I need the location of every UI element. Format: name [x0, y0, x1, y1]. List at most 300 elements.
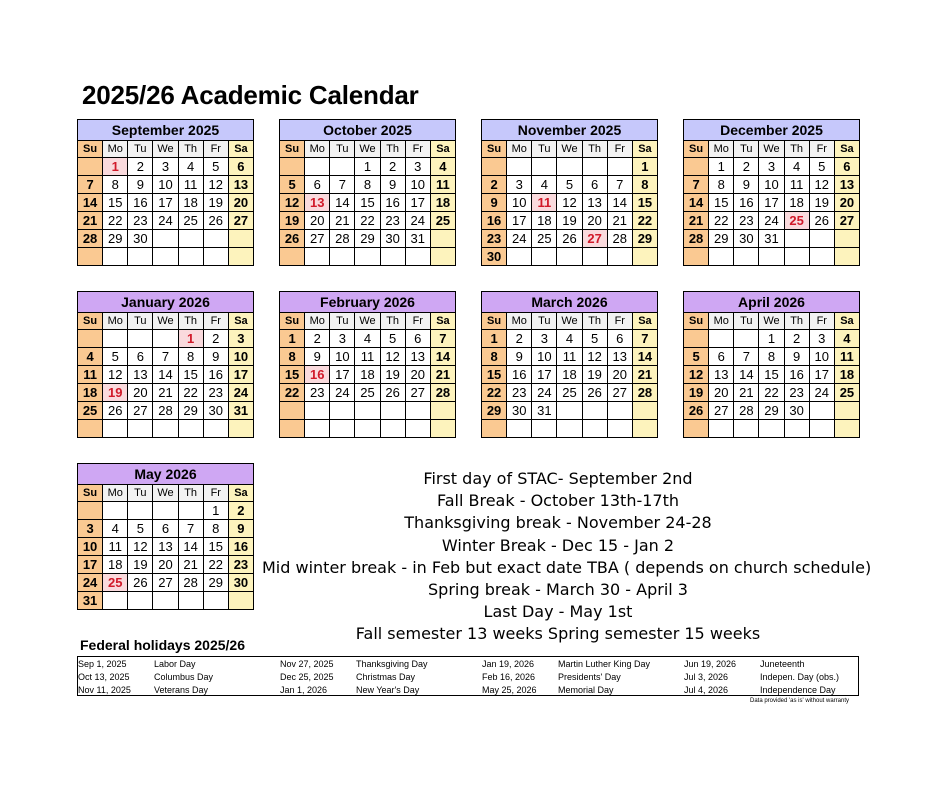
day-cell: 5 — [380, 330, 405, 348]
day-cell: 17 — [809, 366, 834, 384]
day-cell: 22 — [632, 212, 657, 230]
holiday-day-cell: 13 — [305, 194, 330, 212]
month-calendar — [683, 119, 860, 266]
federal-holiday-date: Nov 11, 2025 — [78, 685, 131, 695]
federal-holiday-name: Memorial Day — [558, 685, 614, 695]
day-cell: 15 — [178, 366, 203, 384]
day-cell — [78, 248, 103, 266]
day-header: We — [153, 141, 178, 158]
day-cell: 23 — [305, 384, 330, 402]
day-cell — [355, 402, 380, 420]
day-cell: 10 — [78, 538, 103, 556]
month-title: April 2026 — [684, 292, 860, 313]
month-title: March 2026 — [482, 292, 658, 313]
day-cell — [78, 420, 103, 438]
federal-holiday-date: Dec 25, 2025 — [280, 672, 334, 682]
day-cell: 30 — [734, 230, 759, 248]
day-header: Sa — [834, 141, 859, 158]
day-cell: 11 — [784, 176, 809, 194]
day-header: Th — [582, 141, 607, 158]
day-cell: 6 — [305, 176, 330, 194]
day-cell: 28 — [178, 574, 203, 592]
day-cell: 31 — [532, 402, 557, 420]
day-cell: 14 — [684, 194, 709, 212]
day-header: Mo — [507, 313, 532, 330]
day-cell: 2 — [203, 330, 228, 348]
federal-holiday-name: Thanksgiving Day — [356, 659, 428, 669]
day-cell: 2 — [482, 176, 507, 194]
day-cell: 22 — [178, 384, 203, 402]
day-cell: 18 — [430, 194, 455, 212]
day-cell — [507, 158, 532, 176]
day-cell — [482, 420, 507, 438]
day-cell: 7 — [78, 176, 103, 194]
day-cell: 20 — [128, 384, 153, 402]
day-cell: 27 — [153, 574, 178, 592]
day-header: Su — [280, 313, 305, 330]
day-cell: 28 — [330, 230, 355, 248]
day-cell: 29 — [632, 230, 657, 248]
federal-holiday-name: Independence Day — [760, 685, 836, 695]
day-cell — [809, 248, 834, 266]
day-cell: 6 — [228, 158, 253, 176]
holiday-day-cell: 11 — [532, 194, 557, 212]
day-cell: 24 — [153, 212, 178, 230]
day-header: Tu — [532, 141, 557, 158]
day-cell: 29 — [203, 574, 228, 592]
day-header: Sa — [228, 313, 253, 330]
federal-holiday-date: Jan 1, 2026 — [280, 685, 328, 695]
day-cell: 27 — [305, 230, 330, 248]
day-cell: 4 — [103, 520, 128, 538]
day-cell: 12 — [684, 366, 709, 384]
day-cell — [203, 230, 228, 248]
day-cell: 24 — [507, 230, 532, 248]
month-calendar — [77, 119, 254, 266]
day-cell: 28 — [607, 230, 632, 248]
month-title: October 2025 — [280, 120, 456, 141]
day-cell — [607, 402, 632, 420]
holiday-day-cell: 27 — [582, 230, 607, 248]
day-cell: 29 — [355, 230, 380, 248]
day-cell — [709, 420, 734, 438]
day-cell: 2 — [784, 330, 809, 348]
day-cell — [103, 502, 128, 520]
day-header: Tu — [330, 141, 355, 158]
day-cell — [330, 402, 355, 420]
federal-holiday-name: Indepen. Day (obs.) — [760, 672, 840, 682]
day-cell: 3 — [809, 330, 834, 348]
day-cell: 19 — [280, 212, 305, 230]
day-cell: 17 — [78, 556, 103, 574]
day-cell: 23 — [228, 556, 253, 574]
federal-holiday-date: Sep 1, 2025 — [78, 659, 127, 669]
day-cell: 23 — [203, 384, 228, 402]
day-cell — [128, 420, 153, 438]
day-cell: 23 — [784, 384, 809, 402]
day-header: Sa — [228, 141, 253, 158]
day-cell — [153, 230, 178, 248]
holiday-day-cell: 1 — [178, 330, 203, 348]
day-cell: 20 — [607, 366, 632, 384]
day-cell: 5 — [280, 176, 305, 194]
day-cell: 12 — [557, 194, 582, 212]
day-cell: 27 — [128, 402, 153, 420]
day-cell: 2 — [380, 158, 405, 176]
day-cell: 4 — [557, 330, 582, 348]
day-cell: 24 — [759, 212, 784, 230]
day-cell — [430, 420, 455, 438]
day-header: Su — [482, 141, 507, 158]
day-cell: 17 — [759, 194, 784, 212]
day-cell: 5 — [809, 158, 834, 176]
day-header: Mo — [305, 313, 330, 330]
day-cell: 26 — [582, 384, 607, 402]
day-cell: 14 — [178, 538, 203, 556]
day-cell — [178, 502, 203, 520]
day-cell: 19 — [203, 194, 228, 212]
day-cell: 23 — [734, 212, 759, 230]
day-cell: 20 — [228, 194, 253, 212]
day-cell: 3 — [759, 158, 784, 176]
day-cell: 1 — [632, 158, 657, 176]
day-cell: 5 — [684, 348, 709, 366]
day-cell — [103, 592, 128, 610]
day-cell: 20 — [709, 384, 734, 402]
day-cell — [582, 420, 607, 438]
federal-holiday-name: Christmas Day — [356, 672, 416, 682]
day-cell — [330, 420, 355, 438]
day-cell: 19 — [582, 366, 607, 384]
month-calendar — [77, 291, 254, 438]
day-header: We — [759, 141, 784, 158]
day-cell — [784, 420, 809, 438]
day-cell: 11 — [834, 348, 859, 366]
day-cell: 25 — [834, 384, 859, 402]
day-cell — [734, 248, 759, 266]
day-cell: 21 — [684, 212, 709, 230]
holiday-day-cell: 1 — [103, 158, 128, 176]
day-cell: 19 — [809, 194, 834, 212]
day-cell: 28 — [430, 384, 455, 402]
day-header: Fr — [203, 485, 228, 502]
day-cell: 22 — [482, 384, 507, 402]
federal-holiday-name: Veterans Day — [154, 685, 209, 695]
day-header: Th — [178, 485, 203, 502]
day-cell: 26 — [557, 230, 582, 248]
federal-holiday-name: Presidents' Day — [558, 672, 621, 682]
day-cell — [834, 420, 859, 438]
day-cell: 13 — [405, 348, 430, 366]
day-cell — [178, 248, 203, 266]
day-cell: 19 — [684, 384, 709, 402]
day-cell: 6 — [709, 348, 734, 366]
day-cell: 29 — [759, 402, 784, 420]
day-cell: 4 — [784, 158, 809, 176]
day-cell: 14 — [607, 194, 632, 212]
day-cell: 21 — [632, 366, 657, 384]
day-header: Su — [78, 485, 103, 502]
day-cell: 9 — [784, 348, 809, 366]
day-cell — [203, 248, 228, 266]
day-cell: 18 — [532, 212, 557, 230]
day-cell: 17 — [330, 366, 355, 384]
notes-block — [262, 468, 872, 646]
day-cell: 9 — [203, 348, 228, 366]
day-header: Fr — [405, 313, 430, 330]
day-header: Sa — [632, 141, 657, 158]
day-header: Tu — [330, 313, 355, 330]
day-cell — [405, 402, 430, 420]
day-cell — [582, 402, 607, 420]
day-cell: 9 — [380, 176, 405, 194]
federal-holiday-name: Martin Luther King Day — [558, 659, 651, 669]
day-cell: 18 — [103, 556, 128, 574]
day-cell: 23 — [380, 212, 405, 230]
day-cell — [228, 248, 253, 266]
day-cell — [203, 592, 228, 610]
day-cell: 12 — [380, 348, 405, 366]
day-header: Fr — [203, 141, 228, 158]
day-cell — [557, 158, 582, 176]
day-cell: 4 — [178, 158, 203, 176]
day-header: Tu — [128, 313, 153, 330]
federal-holiday-name: Columbus Day — [154, 672, 214, 682]
day-header: Tu — [532, 313, 557, 330]
day-cell: 7 — [632, 330, 657, 348]
day-cell: 29 — [482, 402, 507, 420]
holiday-day-cell: 25 — [784, 212, 809, 230]
day-cell: 15 — [203, 538, 228, 556]
day-header: Th — [784, 141, 809, 158]
day-cell: 21 — [330, 212, 355, 230]
month-title: November 2025 — [482, 120, 658, 141]
day-cell — [784, 230, 809, 248]
day-cell — [834, 248, 859, 266]
day-cell: 19 — [380, 366, 405, 384]
day-cell: 15 — [103, 194, 128, 212]
day-cell: 10 — [153, 176, 178, 194]
day-cell: 27 — [834, 212, 859, 230]
day-cell: 18 — [355, 366, 380, 384]
day-cell: 12 — [203, 176, 228, 194]
day-cell: 17 — [153, 194, 178, 212]
day-cell — [507, 420, 532, 438]
day-cell — [128, 248, 153, 266]
day-cell: 17 — [228, 366, 253, 384]
day-header: Fr — [607, 141, 632, 158]
day-cell — [759, 248, 784, 266]
day-cell: 8 — [103, 176, 128, 194]
day-cell — [405, 248, 430, 266]
day-cell: 20 — [582, 212, 607, 230]
day-cell: 23 — [507, 384, 532, 402]
day-cell: 20 — [405, 366, 430, 384]
federal-holiday-name: Labor Day — [154, 659, 196, 669]
day-cell: 8 — [709, 176, 734, 194]
federal-holiday-date: Jul 3, 2026 — [684, 672, 729, 682]
day-cell: 1 — [482, 330, 507, 348]
day-cell: 8 — [355, 176, 380, 194]
day-cell: 29 — [178, 402, 203, 420]
day-cell: 21 — [78, 212, 103, 230]
day-cell: 24 — [809, 384, 834, 402]
day-cell: 20 — [153, 556, 178, 574]
day-cell: 31 — [228, 402, 253, 420]
day-cell: 21 — [178, 556, 203, 574]
day-cell — [582, 158, 607, 176]
day-cell: 5 — [557, 176, 582, 194]
day-cell: 12 — [280, 194, 305, 212]
day-cell: 25 — [78, 402, 103, 420]
day-cell — [834, 230, 859, 248]
day-cell: 10 — [532, 348, 557, 366]
day-cell: 21 — [734, 384, 759, 402]
note-line: Thanksgiving break - November 24-28 — [404, 513, 712, 533]
day-cell: 10 — [405, 176, 430, 194]
day-cell: 23 — [128, 212, 153, 230]
day-cell: 29 — [709, 230, 734, 248]
federal-holidays-box — [77, 656, 859, 696]
day-cell: 27 — [607, 384, 632, 402]
day-header: Mo — [507, 141, 532, 158]
day-cell: 13 — [128, 366, 153, 384]
day-cell: 27 — [405, 384, 430, 402]
day-cell: 23 — [482, 230, 507, 248]
day-cell: 2 — [228, 502, 253, 520]
day-cell: 26 — [684, 402, 709, 420]
day-cell: 7 — [178, 520, 203, 538]
day-cell: 8 — [203, 520, 228, 538]
day-cell — [430, 248, 455, 266]
day-cell: 6 — [582, 176, 607, 194]
day-cell: 3 — [330, 330, 355, 348]
day-cell — [482, 158, 507, 176]
day-cell: 4 — [834, 330, 859, 348]
federal-holiday-name: Juneteenth — [760, 659, 805, 669]
day-cell: 28 — [153, 402, 178, 420]
day-cell: 7 — [330, 176, 355, 194]
day-cell: 18 — [557, 366, 582, 384]
federal-holiday-date: Feb 16, 2026 — [482, 672, 536, 682]
day-cell: 8 — [632, 176, 657, 194]
day-cell: 3 — [153, 158, 178, 176]
federal-holiday-date: Jun 19, 2026 — [684, 659, 737, 669]
day-cell: 13 — [153, 538, 178, 556]
day-cell: 16 — [482, 212, 507, 230]
day-cell: 2 — [128, 158, 153, 176]
day-cell — [280, 158, 305, 176]
day-cell: 20 — [305, 212, 330, 230]
day-cell: 3 — [228, 330, 253, 348]
day-cell — [178, 592, 203, 610]
day-cell: 5 — [128, 520, 153, 538]
day-cell: 11 — [78, 366, 103, 384]
day-cell: 7 — [153, 348, 178, 366]
day-cell: 25 — [557, 384, 582, 402]
day-cell: 7 — [684, 176, 709, 194]
day-cell: 5 — [203, 158, 228, 176]
day-cell — [684, 330, 709, 348]
day-cell: 25 — [430, 212, 455, 230]
day-header: Su — [482, 313, 507, 330]
day-cell: 17 — [507, 212, 532, 230]
day-cell: 24 — [228, 384, 253, 402]
day-cell: 26 — [809, 212, 834, 230]
day-cell: 12 — [809, 176, 834, 194]
day-header: Su — [684, 141, 709, 158]
day-cell: 18 — [78, 384, 103, 402]
day-cell: 22 — [203, 556, 228, 574]
day-cell: 12 — [582, 348, 607, 366]
day-cell — [203, 420, 228, 438]
day-cell — [330, 248, 355, 266]
note-line: Fall semester 13 weeks Spring semester 15 weeks — [355, 624, 761, 644]
month-calendar — [77, 463, 254, 610]
day-cell: 16 — [203, 366, 228, 384]
month-calendar — [481, 291, 658, 438]
day-header: Fr — [607, 313, 632, 330]
day-header: Tu — [734, 313, 759, 330]
day-header: Th — [178, 141, 203, 158]
day-cell: 28 — [734, 402, 759, 420]
day-cell: 22 — [709, 212, 734, 230]
day-cell: 9 — [507, 348, 532, 366]
day-cell: 19 — [557, 212, 582, 230]
day-cell: 13 — [834, 176, 859, 194]
day-cell: 25 — [355, 384, 380, 402]
day-cell — [632, 402, 657, 420]
day-cell: 6 — [405, 330, 430, 348]
day-header: Th — [380, 313, 405, 330]
day-cell: 7 — [430, 330, 455, 348]
day-cell — [153, 330, 178, 348]
day-cell: 30 — [784, 402, 809, 420]
day-cell: 25 — [178, 212, 203, 230]
day-cell: 10 — [228, 348, 253, 366]
day-header: We — [153, 485, 178, 502]
day-cell: 14 — [430, 348, 455, 366]
day-cell — [532, 420, 557, 438]
day-cell — [709, 248, 734, 266]
day-cell: 9 — [305, 348, 330, 366]
day-cell — [734, 420, 759, 438]
day-cell: 11 — [355, 348, 380, 366]
day-cell — [153, 592, 178, 610]
day-cell: 26 — [380, 384, 405, 402]
month-calendar — [279, 291, 456, 438]
day-cell: 4 — [78, 348, 103, 366]
day-cell — [305, 248, 330, 266]
day-cell — [153, 420, 178, 438]
day-cell — [507, 248, 532, 266]
day-cell — [280, 402, 305, 420]
note-line: Last Day - May 1st — [483, 602, 633, 622]
disclaimer: Data provided 'as is' without warranty — [750, 698, 850, 704]
day-cell: 24 — [78, 574, 103, 592]
day-cell: 9 — [128, 176, 153, 194]
day-cell: 30 — [380, 230, 405, 248]
day-cell: 1 — [355, 158, 380, 176]
day-header: Fr — [203, 313, 228, 330]
federal-holiday-date: May 25, 2026 — [482, 685, 537, 695]
day-cell — [557, 420, 582, 438]
day-cell — [430, 230, 455, 248]
day-cell: 7 — [607, 176, 632, 194]
day-cell: 8 — [280, 348, 305, 366]
month-title: September 2025 — [78, 120, 254, 141]
day-header: Mo — [103, 485, 128, 502]
